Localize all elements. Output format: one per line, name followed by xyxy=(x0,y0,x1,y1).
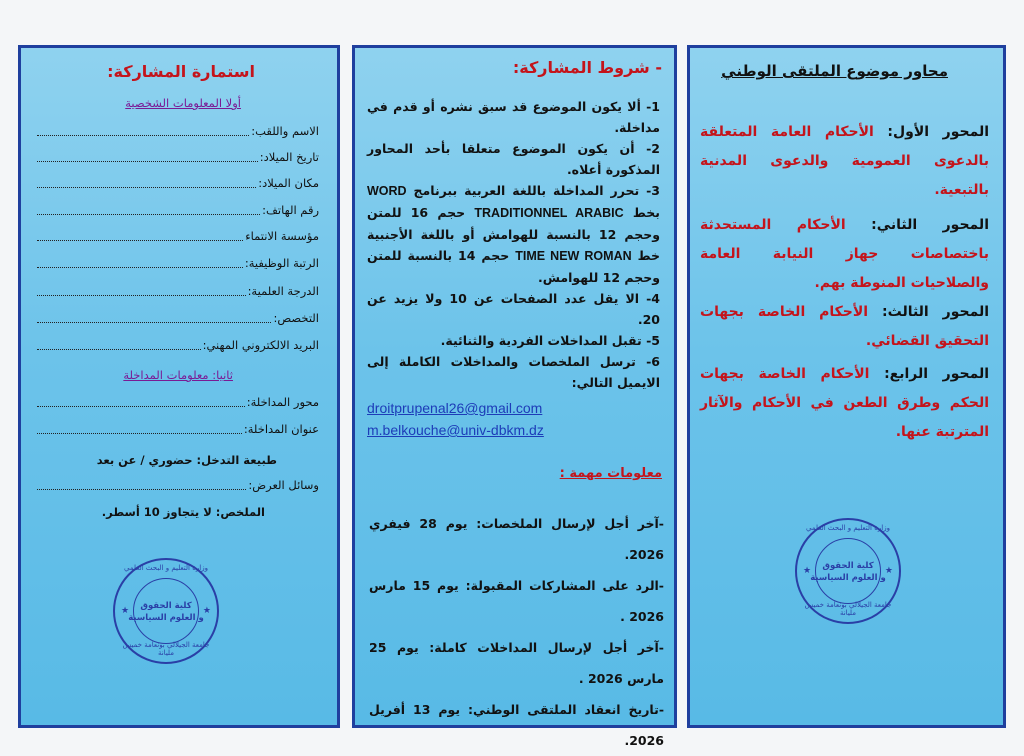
form-field-blank xyxy=(37,152,258,162)
deadline-acceptance: -الرد على المشاركات المقبولة: يوم 15 مارس 2026 . xyxy=(369,578,664,624)
form-field-row xyxy=(37,256,319,270)
condition-3: 3- تحرر المداخلة باللغة العربية ببرنامج WORD بخط TRADITIONNEL ARABIC حجم 16 للمتن وحجم 12 بالنسبة للهوامش أو باللغة الأجنبية خط TIME NEW ROMAN حجم 14 بالنسبة للمتن وحجم 12 للهوامش. xyxy=(367,183,661,285)
form-field-blank xyxy=(37,340,201,350)
intervention-info-heading: ثانيا: معلومات المداخلة xyxy=(123,368,233,382)
star-icon: ★ xyxy=(202,606,211,616)
form-field-row xyxy=(37,338,319,352)
form-field-row xyxy=(37,150,319,164)
form-field-row xyxy=(37,124,319,138)
presentation-means-label: وسائل العرض: xyxy=(248,478,319,492)
axis-3: المحور الثالث: الأحكام الخاصة بجهات التحقيق القضائي. xyxy=(700,304,990,349)
presentation-means-field xyxy=(37,478,319,492)
form-field-label: البريد الالكتروني المهني: xyxy=(202,338,319,352)
form-field-blank xyxy=(37,231,243,241)
form-field-label: تاريخ الميلاد: xyxy=(259,150,319,164)
conditions-list xyxy=(367,96,660,393)
form-field-row xyxy=(37,311,319,325)
form-field-blank xyxy=(37,286,246,296)
form-field-blank xyxy=(37,397,245,407)
form-field-row xyxy=(37,203,319,217)
star-icon: ★ xyxy=(121,606,130,616)
condition-1: 1- ألا يكون الموضوع قد سبق نشره أو قدم في مداخلة. xyxy=(367,99,660,135)
form-field-label: الاسم واللقب: xyxy=(251,124,319,138)
form-field-label: مؤسسة الانتماء xyxy=(245,229,319,243)
condition-6: 6- ترسل الملخصات والمداخلات الكاملة إلى الايميل التالي: xyxy=(367,354,660,390)
participation-conditions-panel xyxy=(352,45,677,748)
form-field-label: التخصص: xyxy=(273,311,319,325)
axis-1: المحور الأول: الأحكام العامة المتعلقة بالدعوى العمومية والدعوى المدنية بالتبعية. xyxy=(700,124,990,198)
condition-4: 4- الا يقل عدد الصفحات عن 10 ولا يزيد عن 20. xyxy=(367,291,660,327)
form-field-label: مكان الميلاد: xyxy=(258,176,319,190)
form-field-label: عنوان المداخلة: xyxy=(243,422,319,436)
axis-2: المحور الثاني: الأحكام المستحدثة باختصاصات جهاز النيابة العامة والصلاحيات المنوطة بهم. xyxy=(700,217,989,291)
condition-2: 2- أن يكون الموضوع متعلقا بأحد المحاور المذكورة أعلاه. xyxy=(367,141,660,177)
form-field-row xyxy=(37,176,319,190)
conference-axes-panel xyxy=(687,45,1006,728)
axes-title: محاور موضوع الملتقى الوطني xyxy=(721,62,948,80)
form-field-row xyxy=(37,422,319,436)
faculty-seal-stamp: وزارة التعليم و البحث العلمي كلية الحقوق و العلوم السياسية جامعة الجيلالي بونعامة خميس مليانة ★ ★ xyxy=(795,518,901,624)
star-icon: ★ xyxy=(884,566,893,576)
form-field-row xyxy=(37,229,319,243)
faculty-seal-stamp: وزارة التعليم و البحث العلمي كلية الحقوق و العلوم السياسية جامعة الجيلالي بونعامة خميس مليانة ★ ★ xyxy=(113,558,219,664)
deadline-full-papers: -آخر أجل لإرسال المداخلات كاملة: يوم 25 مارس 2026 . xyxy=(369,640,664,686)
form-field-row xyxy=(37,284,319,298)
form-field-blank xyxy=(37,205,260,215)
form-field-blank xyxy=(37,126,249,136)
condition-5: 5- تقبل المداخلات الفردية والثنائية. xyxy=(440,333,660,348)
deadline-summaries: -آخر أجل لإرسال الملخصات: يوم 28 فيفري 2026. xyxy=(369,516,664,562)
summary-note: الملخص: لا يتجاوز 10 أسطر. xyxy=(101,505,265,519)
participation-form-panel xyxy=(18,45,340,728)
form-field-blank xyxy=(37,178,256,188)
form-field-blank xyxy=(37,258,243,268)
personal-info-heading: أولا المعلومات الشخصية xyxy=(125,96,241,110)
email-link-1[interactable]: droitprupenal26@gmail.com xyxy=(367,400,543,416)
conditions-title: - شروط المشاركة: xyxy=(512,58,662,77)
important-info-heading: معلومات مهمة : xyxy=(559,466,662,481)
form-field-row xyxy=(37,395,319,409)
deadlines-list xyxy=(369,508,664,756)
axes-list xyxy=(700,118,989,447)
form-field-label: الدرجة العلمية: xyxy=(247,284,319,298)
participation-mode: طبيعة التدخل: حضوري / عن بعد xyxy=(96,453,277,467)
axis-4: المحور الرابع: الأحكام الخاصة بجهات الحكم وطرق الطعن في الأحكام والآثار المترتبة عنها. xyxy=(700,366,990,440)
form-title: استمارة المشاركة: xyxy=(107,62,255,81)
form-field-label: رقم الهاتف: xyxy=(262,203,319,217)
email-link-2[interactable]: m.belkouche@univ-dbkm.dz xyxy=(367,422,544,438)
conference-date: -تاريخ انعقاد الملتقى الوطني: يوم 13 أفريل 2026. xyxy=(369,702,665,748)
star-icon: ★ xyxy=(803,566,812,576)
form-field-blank xyxy=(37,313,271,323)
form-field-label: محور المداخلة: xyxy=(246,395,319,409)
form-field-label: الرتبة الوظيفية: xyxy=(244,256,319,270)
form-field-blank xyxy=(37,424,242,434)
